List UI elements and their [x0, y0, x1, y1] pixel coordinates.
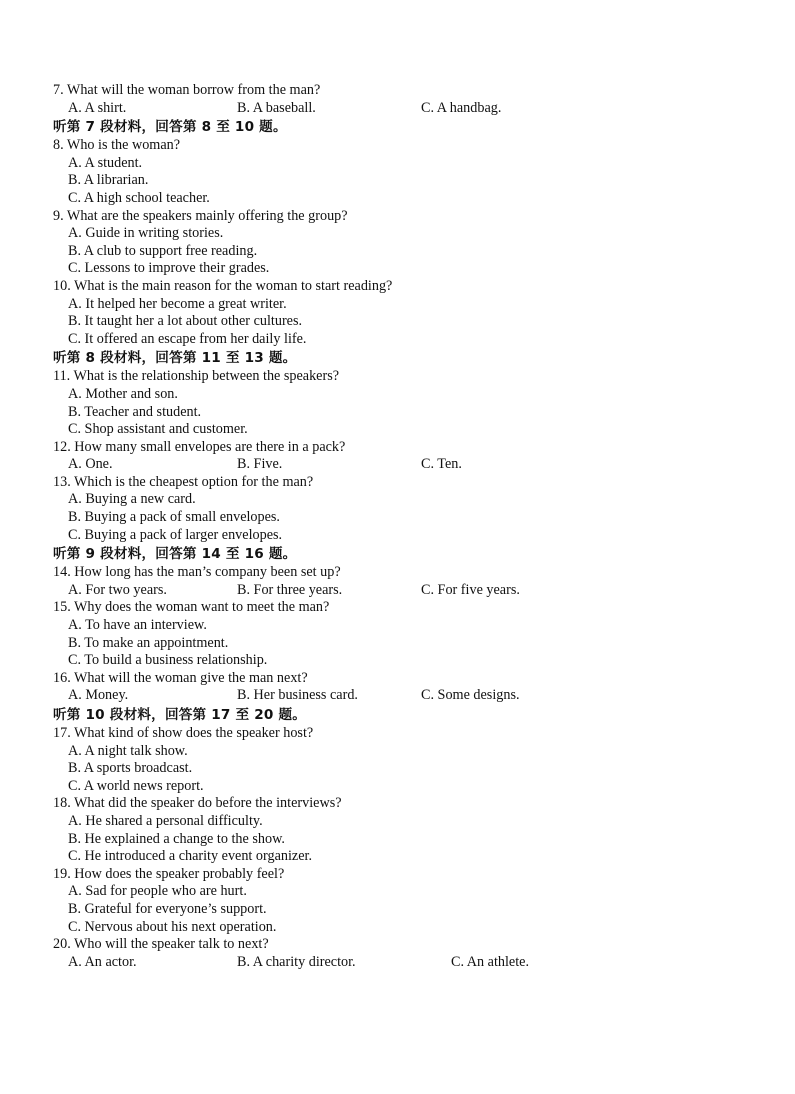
question-stem: 13. Which is the cheapest option for the man?: [53, 473, 314, 490]
answer-option: C. A world news report.: [68, 777, 204, 794]
answer-option: B. A baseball.: [237, 99, 316, 116]
answer-option: A. A student.: [68, 154, 143, 171]
answer-option: A. It helped her become a great writer.: [68, 295, 287, 312]
answer-option: C. Ten.: [421, 456, 462, 473]
answer-option: A. A shirt.: [68, 99, 127, 116]
answer-option: C. Buying a pack of larger envelopes.: [68, 526, 283, 543]
answer-option: B. For three years.: [237, 581, 343, 598]
answer-option: C. Lessons to improve their grades.: [68, 260, 270, 277]
section-instruction: 听第 7 段材料，回答第 8 至 10 题。: [53, 119, 287, 136]
answer-option: A. Mother and son.: [68, 385, 178, 402]
answer-option: C. He introduced a charity event organizer.: [68, 848, 312, 865]
answer-option: A. Guide in writing stories.: [68, 225, 224, 242]
answer-option: B. A sports broadcast.: [68, 760, 193, 777]
answer-option: B. Buying a pack of small envelopes.: [68, 509, 280, 526]
section-instruction: 听第 9 段材料，回答第 14 至 16 题。: [53, 546, 297, 563]
answer-option: A. To have an interview.: [68, 617, 207, 634]
option-row: [53, 954, 753, 972]
question-stem: 9. What are the speakers mainly offering the group?: [53, 207, 348, 224]
answer-option: C. To build a business relationship.: [68, 652, 268, 669]
question-stem: 16. What will the woman give the man next?: [53, 669, 308, 686]
answer-option: C. A handbag.: [421, 99, 502, 116]
answer-option: B. It taught her a lot about other cultures.: [68, 313, 303, 330]
question-stem: 17. What kind of show does the speaker host?: [53, 725, 314, 741]
answer-option: C. A high school teacher.: [68, 189, 210, 206]
answer-option: B. Grateful for everyone’s support.: [68, 900, 267, 917]
answer-option: B. Teacher and student.: [68, 403, 202, 420]
answer-option: B. A charity director.: [237, 953, 356, 970]
question-stem: 11. What is the relationship between the speakers?: [53, 368, 340, 385]
question-stem: 7. What will the woman borrow from the man?: [53, 82, 321, 98]
answer-option: B. A librarian.: [68, 172, 149, 189]
answer-option: A. For two years.: [68, 581, 167, 598]
question-stem: 12. How many small envelopes are there in a pack?: [53, 438, 346, 455]
answer-option: B. Five.: [237, 456, 283, 473]
option-row: [53, 456, 753, 474]
answer-option: A. Money.: [68, 687, 129, 704]
answer-option: A. He shared a personal difficulty.: [68, 812, 263, 829]
question-stem: 10. What is the main reason for the woman to start reading?: [53, 277, 393, 294]
section-instruction: 听第 10 段材料，回答第 17 至 20 题。: [53, 707, 307, 723]
answer-option: A. Buying a new card.: [68, 491, 196, 508]
answer-option: B. Her business card.: [237, 687, 358, 704]
question-stem: 15. Why does the woman want to meet the man?: [53, 599, 330, 616]
answer-option: C. It offered an escape from her daily life.: [68, 330, 307, 347]
answer-option: C. Nervous about his next operation.: [68, 918, 277, 935]
question-stem: 19. How does the speaker probably feel?: [53, 865, 285, 882]
question-stem: 18. What did the speaker do before the interviews?: [53, 795, 342, 812]
option-row: [53, 687, 753, 705]
option-row: [53, 582, 753, 600]
answer-option: A. One.: [68, 456, 113, 473]
answer-option: A. An actor.: [68, 953, 137, 970]
option-row: [53, 100, 753, 118]
answer-option: C. Some designs.: [421, 687, 520, 704]
question-stem: 20. Who will the speaker talk to next?: [53, 936, 269, 953]
answer-option: B. A club to support free reading.: [68, 242, 258, 259]
answer-option: A. A night talk show.: [68, 742, 188, 759]
answer-option: C. Shop assistant and customer.: [68, 421, 248, 438]
exam-sheet: [53, 82, 753, 971]
answer-option: C. An athlete.: [451, 953, 530, 970]
question-stem: 14. How long has the man’s company been set up?: [53, 564, 341, 581]
answer-option: C. For five years.: [421, 581, 520, 598]
answer-option: B. He explained a change to the show.: [68, 830, 285, 847]
question-stem: 8. Who is the woman?: [53, 137, 181, 154]
answer-option: A. Sad for people who are hurt.: [68, 883, 247, 900]
answer-option: B. To make an appointment.: [68, 634, 229, 651]
section-instruction: 听第 8 段材料，回答第 11 至 13 题。: [53, 350, 297, 367]
